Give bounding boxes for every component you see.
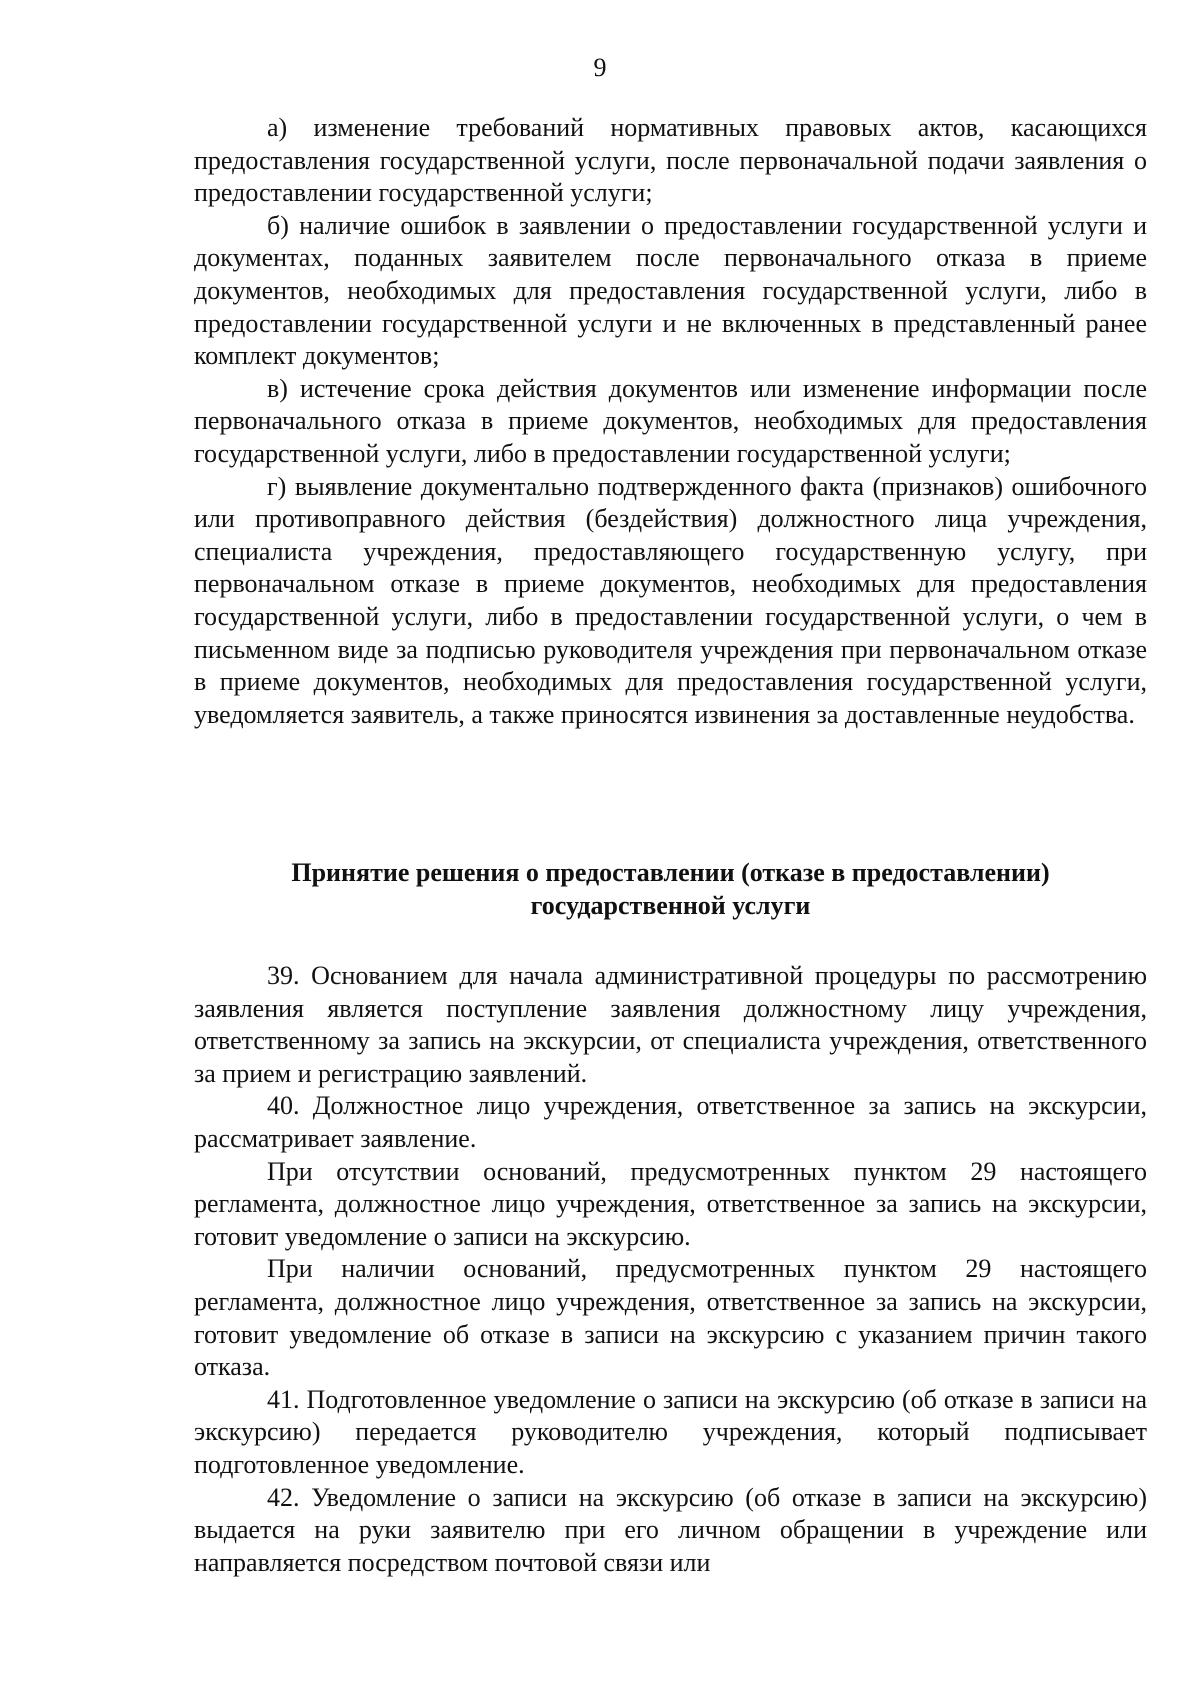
paragraph-b: б) наличие ошибок в заявлении о предоставлении государственной услуги и документах, поданных заявителем после первоначального отказа в приеме документов, необходимых для предоставления государственной услуги, либо в предоставлении государственной услуги и не включенных в представленный ранее комплект документов; — [194, 210, 1147, 371]
bottom-paragraphs — [194, 960, 1147, 1579]
paragraph-42: 42. Уведомление о записи на экскурсию (об отказе в записи на экскурсию) выдается на руки заявителю при его личном обращении в учреждение или направляется посредством почтовой связи или — [194, 1482, 1147, 1577]
paragraph-v: в) истечение срока действия документов или изменение информации после первоначального отказа в приеме документов, необходимых для предоставления государственной услуги, либо в предоставлении государственной услуги; — [194, 373, 1147, 468]
paragraph-a: а) изменение требований нормативных правовых актов, касающихся предоставления государственной услуги, после первоначальной подачи заявления о предоставлении государственной услуги; — [194, 113, 1147, 208]
paragraph-g: г) выявление документально подтвержденного факта (признаков) ошибочного или противоправного действия (бездействия) должностного лица учреждения, специалиста учреждения, предоставляющего государственную услугу, при первоначальном отказе в приеме документов, необходимых для предоставления государственной услуги, либо в предоставлении государственной услуги, о чем в письменном виде за подписью руководителя учреждения при первоначальном отказе в приеме документов, необходимых для предоставления государственной услуги, уведомляется заявитель, а также приносятся извинения за доставленные неудобства. — [194, 471, 1147, 729]
page-number: 9 — [593, 53, 607, 82]
section-heading-line-2: государственной услуги — [530, 891, 811, 920]
top-paragraphs — [194, 112, 1147, 731]
paragraph-absence-of-grounds: При отсутствии оснований, предусмотренных пунктом 29 настоящего регламента, должностное лицо учреждения, ответственное за запись на экскурсии, готовит уведомление о записи на экскурсию. — [194, 1156, 1147, 1251]
paragraph-40: 40. Должностное лицо учреждения, ответственное за запись на экскурсии, рассматривает заявление. — [194, 1091, 1147, 1153]
section-heading-line-1: Принятие решения о предоставлении (отказе в предоставлении) — [291, 858, 1050, 887]
section-heading — [194, 856, 1147, 922]
paragraph-41: 41. Подготовленное уведомление о записи на экскурсию (об отказе в записи на экскурсию) передается руководителю учреждения, который подписывает подготовленное уведомление. — [194, 1384, 1147, 1479]
paragraph-presence-of-grounds: При наличии оснований, предусмотренных пунктом 29 настоящего регламента, должностное лицо учреждения, ответственное за запись на экскурсии, готовит уведомление об отказе в записи на экскурсию с указанием причин такого отказа. — [194, 1254, 1147, 1382]
paragraph-39: 39. Основанием для начала административной процедуры по рассмотрению заявления является поступление заявления должностному лицу учреждения, ответственному за запись на экскурсии, от специалиста учреждения, ответственного за прием и регистрацию заявлений. — [194, 961, 1147, 1088]
